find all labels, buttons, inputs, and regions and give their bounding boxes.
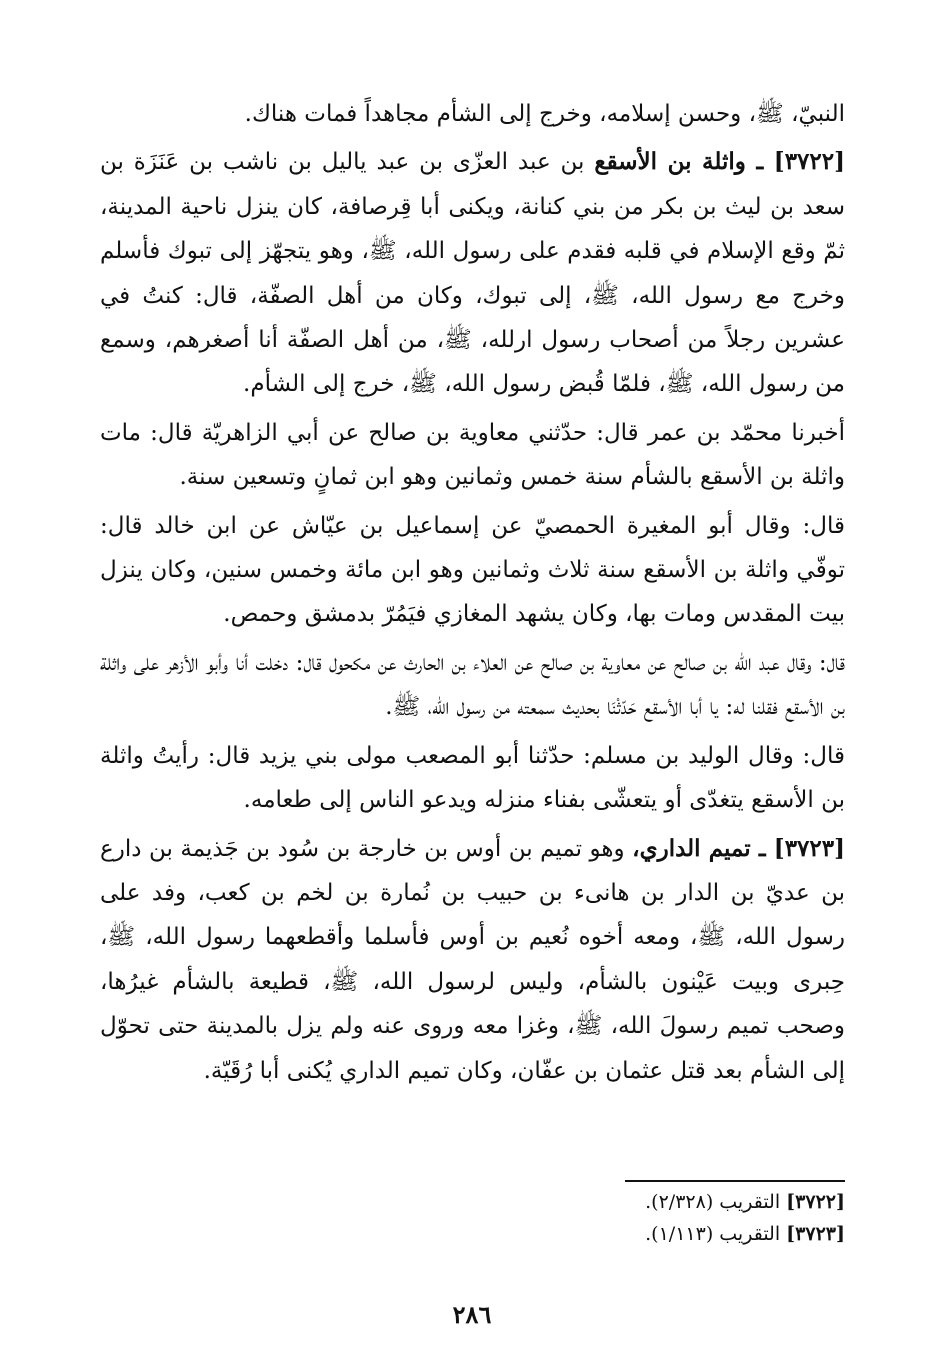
footnotes: [100, 1186, 845, 1250]
entry-3722: [100, 140, 845, 406]
footnote-text: التقريب (٢/٣٢٨).: [645, 1191, 787, 1213]
paragraph-6: [100, 734, 845, 823]
paragraph-4: [100, 504, 845, 637]
paragraph-text: بن عبد العزّى بن عبد ياليل بن ناشب بن عَنَزَة بن سعد بن ليث بن بكر من بني كنانة، ويكنى أبا قِرصافة، كان ينزل ناحية المدينة، ثمّ وقع الإسلام في قلبه فقدم على رسول الله، ﷺ، وهو يتجهّز إلى تبوك فأسلم وخرج مع رسول الله، ﷺ، إلى تبوك، وكان من أهل الصفّة، قال: كنتُ في عشرين رجلاً من أصحاب رسول ارلله، ﷺ، من أهل الصفّة أنا أصغرهم، وسمع من رسول الله، ﷺ، فلمّا قُبض رسول الله، ﷺ، خرج إلى الشأم.: [100, 149, 845, 398]
page-number: ٢٨٦: [452, 1300, 492, 1329]
footnote-text: التقريب (١/١١٣).: [645, 1223, 787, 1245]
entry-3723: [100, 827, 845, 1093]
footnote: [100, 1186, 845, 1218]
entry-heading: [٣٧٢٣] ـ تميم الداري،: [632, 834, 845, 862]
paragraph-3: [100, 411, 845, 500]
paragraph-text: قال: وقال أبو المغيرة الحمصيّ عن إسماعيل بن عيّاش عن ابن خالد قال: توفّي واثلة بن الأسقع سنة ثلاث وثمانين وهو ابن مائة وخمس سنين، وكان ينزل بيت المقدس ومات بها، وكان يشهد المغازي فيَمُرّ بدمشق وحمص.: [100, 512, 845, 628]
footnote-ref: [٣٧٢٣]: [786, 1223, 845, 1245]
paragraph-text: وهو تميم بن أوس بن خارجة بن سُود بن جَذيمة بن دارع بن عديّ بن الدار بن هانىء بن حبيب بن نُمارة بن لخم بن كعب، وفد على رسول الله، ﷺ، ومعه أخوه نُعيم بن أوس فأسلما وأقطعهما رسول الله، ﷺ، حِبرى وبيت عَيْنون بالشأم، وليس لرسول الله، ﷺ، قطيعة بالشأم غيرُها، وصحب تميم رسولَ الله، ﷺ، وغزا معه وروى عنه ولم يزل بالمدينة حتى تحوّل إلى الشأم بعد قتل عثمان بن عفّان، وكان تميم الداري يُكنى أبا رُقَيّة.: [100, 835, 845, 1084]
footnote-divider: [625, 1180, 845, 1182]
paragraph-1: [100, 92, 845, 136]
paragraph-text: النبيّ، ﷺ، وحسن إسلامه، وخرج إلى الشأم مجاهداً فمات هناك.: [244, 101, 845, 127]
paragraph-text: قال: وقال عبد الله بن صالح عن معاوية بن صالح عن العلاء بن الحارث عن مكحول قال: دخلت أنا وأبو الأزهر على واثلة بن الأسقع فقلنا له: يا أبا الأسقع حَدّثْنَا بحديث سمعته من رسول الله، ﷺ.: [100, 649, 845, 721]
main-text: [100, 92, 845, 1097]
entry-heading: [٣٧٢٢] ـ واثلة بن الأسقع: [594, 148, 845, 176]
paragraph-text: أخبرنا محمّد بن عمر قال: حدّثني معاوية بن صالح عن أبي الزاهريّة قال: مات واثلة بن الأسقع بالشأم سنة خمس وثمانين وهو ابن ثمانٍ وتسعين سنة.: [100, 419, 845, 491]
paragraph-5: [100, 641, 845, 730]
footnote: [100, 1218, 845, 1250]
footnote-ref: [٣٧٢٢]: [786, 1191, 845, 1213]
paragraph-text: قال: وقال الوليد بن مسلم: حدّثنا أبو المصعب مولى بني يزيد قال: رأيتُ واثلة بن الأسقع يتغدّى أو يتعشّى بفناء منزله ويدعو الناس إلى طعامه.: [100, 742, 845, 814]
